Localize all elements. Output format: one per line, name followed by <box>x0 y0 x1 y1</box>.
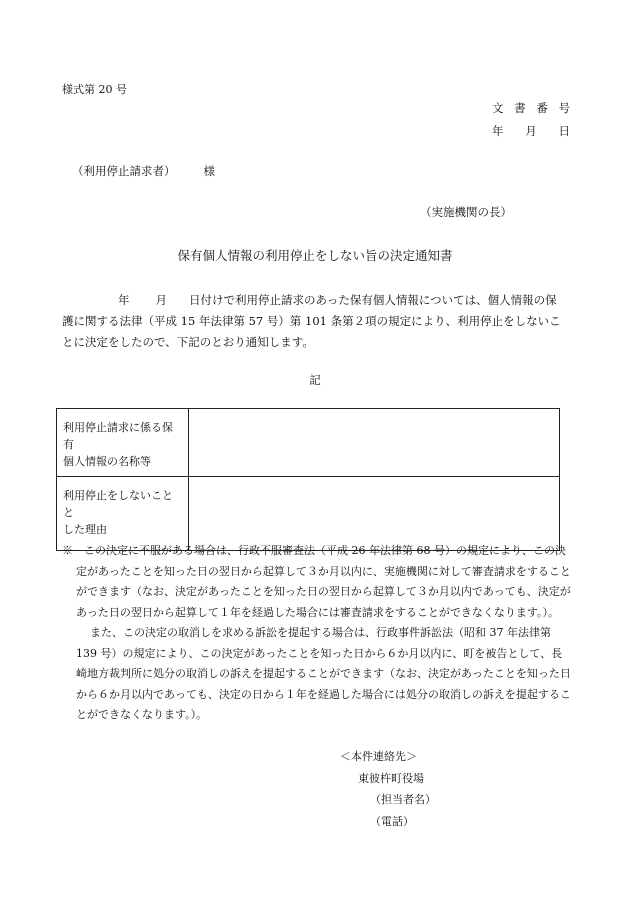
label-line: 利用停止請求に係る保有 <box>63 421 173 451</box>
recipient-line <box>72 166 215 178</box>
date-day: 日 <box>558 124 570 138</box>
docno-char: 番 <box>536 101 548 115</box>
contact-office: 東彼杵町役場 <box>358 771 424 785</box>
note-text: また、この決定の取消しを求める訴訟を提起する場合は、行政事件訴訟法（昭和 37 年法律第 139 号）の規定により、この決定があったことを知った日から６か月以内に、町を被告として、長崎地方裁判所に処分の取消しの訴えを提起することができます（なお、決定があったことを知った日から６か月以内であっても、決定の日から１年を経過した場合には処分の取消しの訴えを提起することができなくなります。）。 <box>76 626 571 721</box>
table-label <box>57 477 189 551</box>
date-year: 年 <box>492 124 504 138</box>
contact-heading: ＜本件連絡先＞ <box>340 750 417 763</box>
body-text: 日付けで利用停止請求のあった保有個人情報については、個人情報の保護に関する法律（平成 15 年法律第 57 号）第 101 条第２項の規定により、利用停止をしないことに決定をしたので、下記のとおり通知します。 <box>62 293 561 349</box>
form-number: 様式第 20 号 <box>62 83 127 96</box>
info-table <box>56 408 560 551</box>
date-month: 月 <box>525 124 537 138</box>
date-line <box>492 126 570 138</box>
label-line: した理由 <box>63 523 107 536</box>
label-line: 利用停止をしないことと <box>63 489 173 519</box>
contact-block <box>340 746 436 832</box>
docno-char: 号 <box>558 101 570 115</box>
note-paragraph <box>62 541 572 623</box>
table-row <box>57 477 560 551</box>
table-row <box>57 409 560 477</box>
table-label <box>57 409 189 477</box>
docno-char: 書 <box>514 101 526 115</box>
docno-char: 文 <box>492 101 504 115</box>
body-month: 月 <box>155 293 167 307</box>
note-mark: ※ <box>62 544 73 557</box>
document-number-label <box>492 103 570 115</box>
contact-phone: （電話） <box>370 814 414 828</box>
recipient-honorific: 様 <box>203 164 215 178</box>
agency-head: （実施機関の長） <box>420 205 512 219</box>
notes-section <box>62 541 572 726</box>
table-value <box>189 409 560 477</box>
contact-person: （担当者名） <box>370 793 436 806</box>
note-paragraph <box>62 623 572 726</box>
document-title: 保有個人情報の利用停止をしない旨の決定通知書 <box>177 248 453 263</box>
note-text: この決定に不服がある場合は、行政不服審査法（平成 26 年法律第 68 号）の規定により、この決定があったことを知った日の翌日から起算して３か月以内に、実施機関に対して審査請求をすることができます（なお、決定があったことを知った日の翌日から起算して３か月以内であっても、決定があった日の翌日から起算して１年を経過した場合には審査請求をすることができなくなります。）。 <box>76 544 571 619</box>
label-line: 個人情報の名称等 <box>63 455 151 468</box>
body-year: 年 <box>118 293 130 307</box>
ki-heading: 記 <box>309 373 321 387</box>
body-paragraph <box>62 290 568 353</box>
table-value <box>189 477 560 551</box>
recipient-name: （利用停止請求者） <box>72 164 176 178</box>
